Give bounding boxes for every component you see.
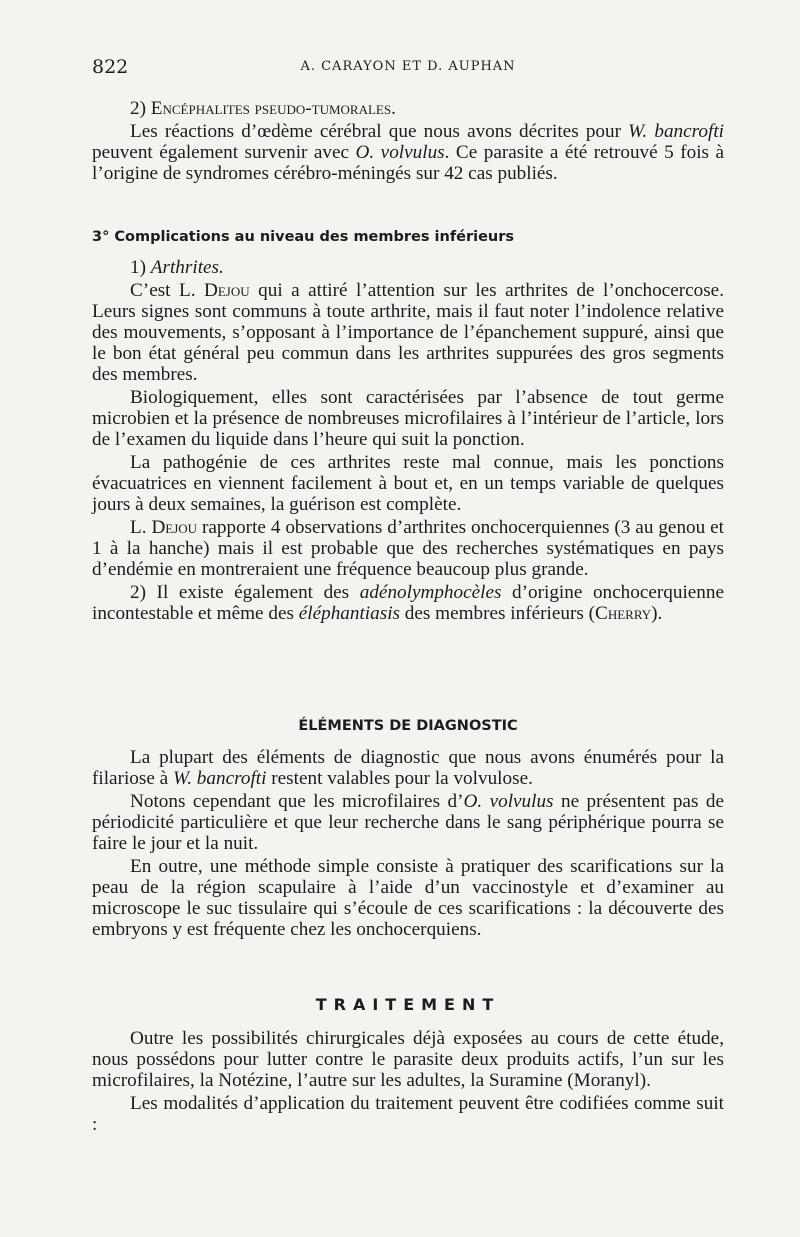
section-membres xyxy=(92,257,724,626)
page-number: 822 xyxy=(92,56,129,78)
encephalites-title: 2) Encéphalites pseudo-tumorales. xyxy=(130,98,396,119)
diagnostic-heading: ÉLÉMENTS DE DIAGNOSTIC xyxy=(298,718,518,734)
diagnostic-paragraph-2: Notons cependant que les microfilaires d’O. volvulus ne présentent pas de périodicité particulière et que leur recherche dans le sang périphérique pourra se faire le jour et la nuit. xyxy=(92,791,724,854)
running-head xyxy=(92,56,724,86)
traitement-heading: TRAITEMENT xyxy=(315,995,501,1014)
arthrites-paragraph-2: Biologiquement, elles sont caractérisées par l’absence de tout germe microbien et la présence de nombreuses microfilaires à l’intérieur de l’article, lors de l’examen du liquide dans l’heure qui suit la ponction. xyxy=(92,387,724,450)
header-authors: A. CARAYON ET D. AUPHAN xyxy=(300,59,516,74)
section-diagnostic xyxy=(92,747,724,942)
section-traitement xyxy=(92,1028,724,1137)
diagnostic-paragraph-3: En outre, une méthode simple consiste à pratiquer des scarifications sur la peau de la région scapulaire à l’aide d’un vaccinostyle et d’examiner au microscope le suc tissulaire qui s’écoule de ces scarifications : la découverte des embryons y est fréquente chez les onchocerquiens. xyxy=(92,856,724,940)
diagnostic-paragraph-1: La plupart des éléments de diagnostic que nous avons énumérés pour la filariose à W. bancrofti restent valables pour la volvulose. xyxy=(92,747,724,789)
section-encephalites xyxy=(92,98,724,186)
arthrites-paragraph-4: L. Dejou rapporte 4 observations d’arthrites onchocerquiennes (3 au genou et 1 à la hanche) mais il est probable que des recherches systématiques en pays d’endémie en montreraient une fréquence beaucoup plus grande. xyxy=(92,517,724,580)
membres-heading: 3° Complications au niveau des membres inférieurs xyxy=(92,229,515,245)
arthrites-paragraph-1: C’est L. Dejou qui a attiré l’attention sur les arthrites de l’onchocercose. Leurs signes sont communs à toute arthrite, mais il faut noter l’indolence relative des mouvements, s’opposant à l’importance de l’épanchement suppuré, ainsi que le bon état général peu commun dans les arthrites suppurées des gros segments des membres. xyxy=(92,280,724,385)
traitement-paragraph-1: Outre les possibilités chirurgicales déjà exposées au cours de cette étude, nous possédons pour lutter contre le parasite deux produits actifs, l’un sur les microfilaires, la Notézine, l’autre sur les adultes, la Suramine (Moranyl). xyxy=(92,1028,724,1091)
traitement-paragraph-2: Les modalités d’application du traitement peuvent être codifiées comme suit : xyxy=(92,1093,724,1135)
arthrites-title: 1) Arthrites. xyxy=(130,257,224,278)
adenolymphoceles-paragraph: 2) Il existe également des adénolymphocèles d’origine onchocerquienne incontestable et même des éléphantiasis des membres inférieurs (Cherry). xyxy=(92,582,724,624)
arthrites-paragraph-3: La pathogénie de ces arthrites reste mal connue, mais les ponctions évacuatrices en viennent facilement à bout et, en un temps variable de quelques jours à deux semaines, la guérison est complète. xyxy=(92,452,724,515)
encephalites-paragraph: Les réactions d’œdème cérébral que nous avons décrites pour W. bancrofti peuvent également survenir avec O. volvulus. Ce parasite a été retrouvé 5 fois à l’origine de syndromes cérébro-méningés sur 42 cas publiés. xyxy=(92,121,724,184)
